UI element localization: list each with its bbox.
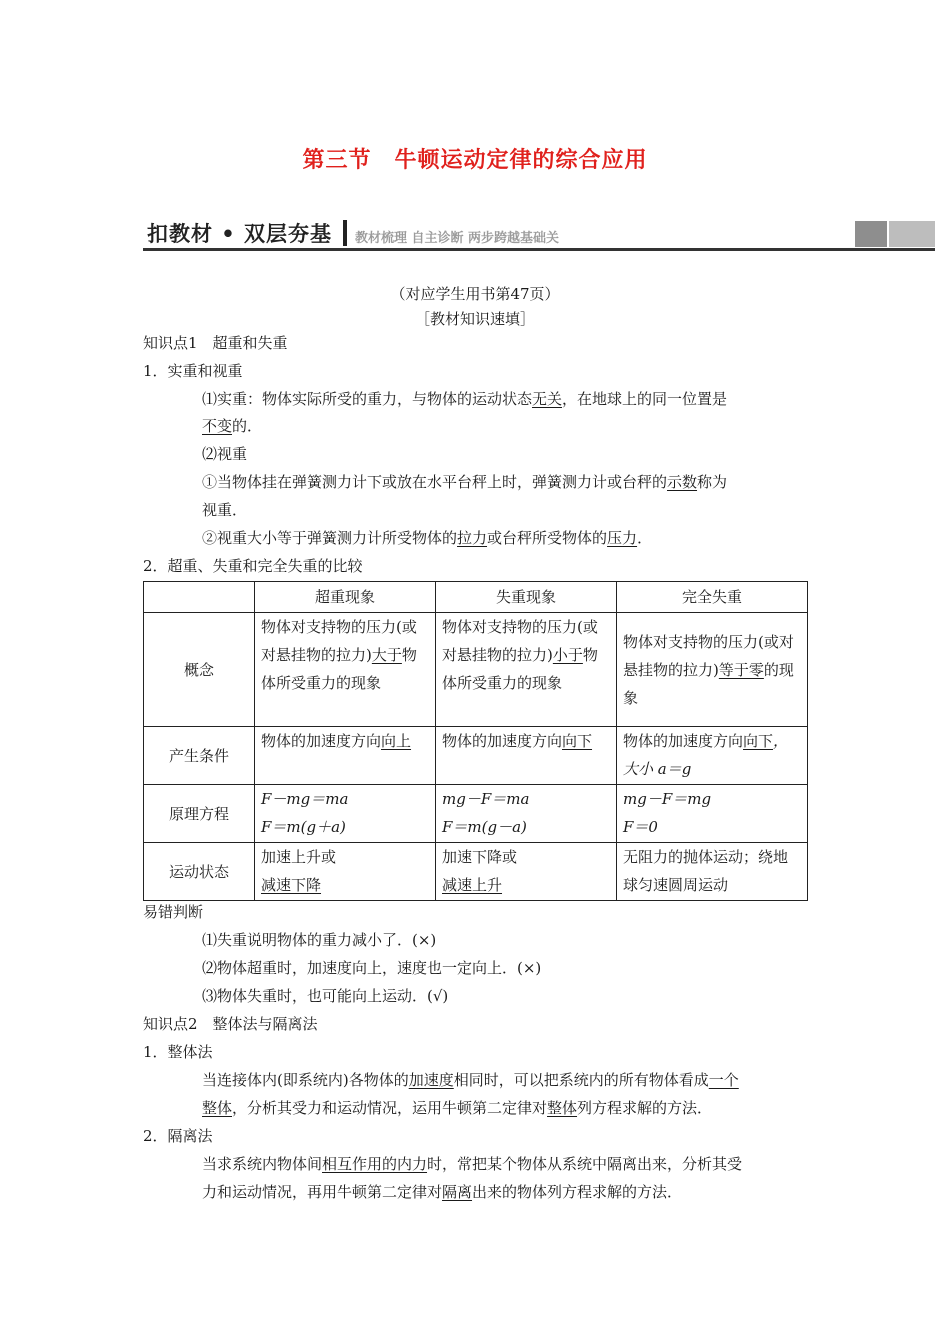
table-cell: mg－F＝mg F＝0 (617, 785, 808, 843)
banner-divider (343, 220, 347, 246)
kp1-para-apparent-1: ①当物体挂在弹簧测力计下或放在水平台秤上时，弹簧测力计或台秤的示数称为 (202, 473, 728, 491)
row-label: 运动状态 (144, 843, 255, 901)
row-label: 概念 (144, 613, 255, 727)
banner-decor-light (889, 221, 935, 247)
error-item: ⑴失重说明物体的重力减小了．(×) (202, 931, 437, 949)
error-item: ⑵物体超重时，加速度向上，速度也一定向上．(×) (202, 959, 542, 977)
table-header-cell: 完全失重 (617, 582, 808, 613)
table-header-row (144, 582, 808, 613)
table-header-cell (144, 582, 255, 613)
banner-rule (143, 248, 935, 251)
kp1-para-apparent-1-cont: 视重． (202, 501, 248, 519)
kp1-para-apparent-2: ②视重大小等于弹簧测力计所受物体的拉力或台秤所受物体的压力． (202, 529, 653, 547)
banner-decor-dark (855, 221, 887, 247)
section-label: ［教材知识速填］ (414, 310, 535, 328)
table-cell: 无阻力的抛体运动；绕地球匀速圆周运动 (617, 843, 808, 901)
kp2-heading: 知识点2 整体法与隔离法 (143, 1015, 318, 1033)
table-row (144, 727, 808, 785)
kp2-subheading-2: 2．隔离法 (143, 1127, 213, 1145)
table-cell: 物体的加速度方向向下 (436, 727, 617, 785)
error-item: ⑶物体失重时，也可能向上运动．(√) (202, 987, 449, 1005)
kp1-apparent-weight-label: ⑵视重 (202, 445, 248, 463)
section-banner (143, 216, 935, 254)
table-cell: 物体的加速度方向向下，大小 a＝g (617, 727, 808, 785)
kp2-para-isolation-method-cont: 力和运动情况，再用牛顿第二定律对隔离出来的物体列方程求解的方法． (202, 1183, 683, 1201)
row-label: 原理方程 (144, 785, 255, 843)
errors-heading: 易错判断 (143, 903, 204, 921)
table-header-cell: 失重现象 (436, 582, 617, 613)
table-header-cell: 超重现象 (255, 582, 436, 613)
kp1-para-real-weight-cont: 不变的． (202, 417, 263, 435)
table-cell: 加速上升或 减速下降 (255, 843, 436, 901)
table-cell: mg－F＝ma F＝m(g－a) (436, 785, 617, 843)
table-cell: F－mg＝ma F＝m(g＋a) (255, 785, 436, 843)
page-reference: （对应学生用书第47页） (390, 285, 560, 303)
banner-subtitle: 教材梳理 自主诊断 两步跨越基础关 (355, 231, 560, 246)
kp2-para-isolation-method: 当求系统内物体间相互作用的内力时，常把某个物体从系统中隔离出来，分析其受 (202, 1155, 743, 1173)
table-cell: 物体对支持物的压力(或对悬挂物的拉力)小于物体所受重力的现象 (436, 613, 617, 727)
kp2-subheading-1: 1．整体法 (143, 1043, 213, 1061)
kp1-subheading-2: 2．超重、失重和完全失重的比较 (143, 557, 363, 575)
table-cell: 物体对支持物的压力(或对悬挂物的拉力)大于物体所受重力的现象 (255, 613, 436, 727)
table-row (144, 843, 808, 901)
banner-title: 扣教材 • 双层夯基 (147, 222, 333, 246)
kp1-heading: 知识点1 超重和失重 (143, 334, 288, 352)
table-row (144, 785, 808, 843)
table-cell: 加速下降或 减速上升 (436, 843, 617, 901)
kp2-para-whole-method: 当连接体内(即系统内)各物体的加速度相同时，可以把系统内的所有物体看成一个 (202, 1071, 739, 1089)
kp1-para-real-weight: ⑴实重：物体实际所受的重力，与物体的运动状态无关，在地球上的同一位置是 (202, 390, 728, 408)
table-cell: 物体对支持物的压力(或对悬挂物的拉力)等于零的现象 (617, 613, 808, 727)
comparison-table (143, 581, 808, 901)
page-title: 第三节 牛顿运动定律的综合应用 (302, 148, 648, 173)
table-row (144, 613, 808, 727)
kp1-subheading-1: 1．实重和视重 (143, 362, 243, 380)
kp2-para-whole-method-cont: 整体，分析其受力和运动情况，运用牛顿第二定律对整体列方程求解的方法． (202, 1099, 713, 1117)
table-cell: 物体的加速度方向向上 (255, 727, 436, 785)
row-label: 产生条件 (144, 727, 255, 785)
